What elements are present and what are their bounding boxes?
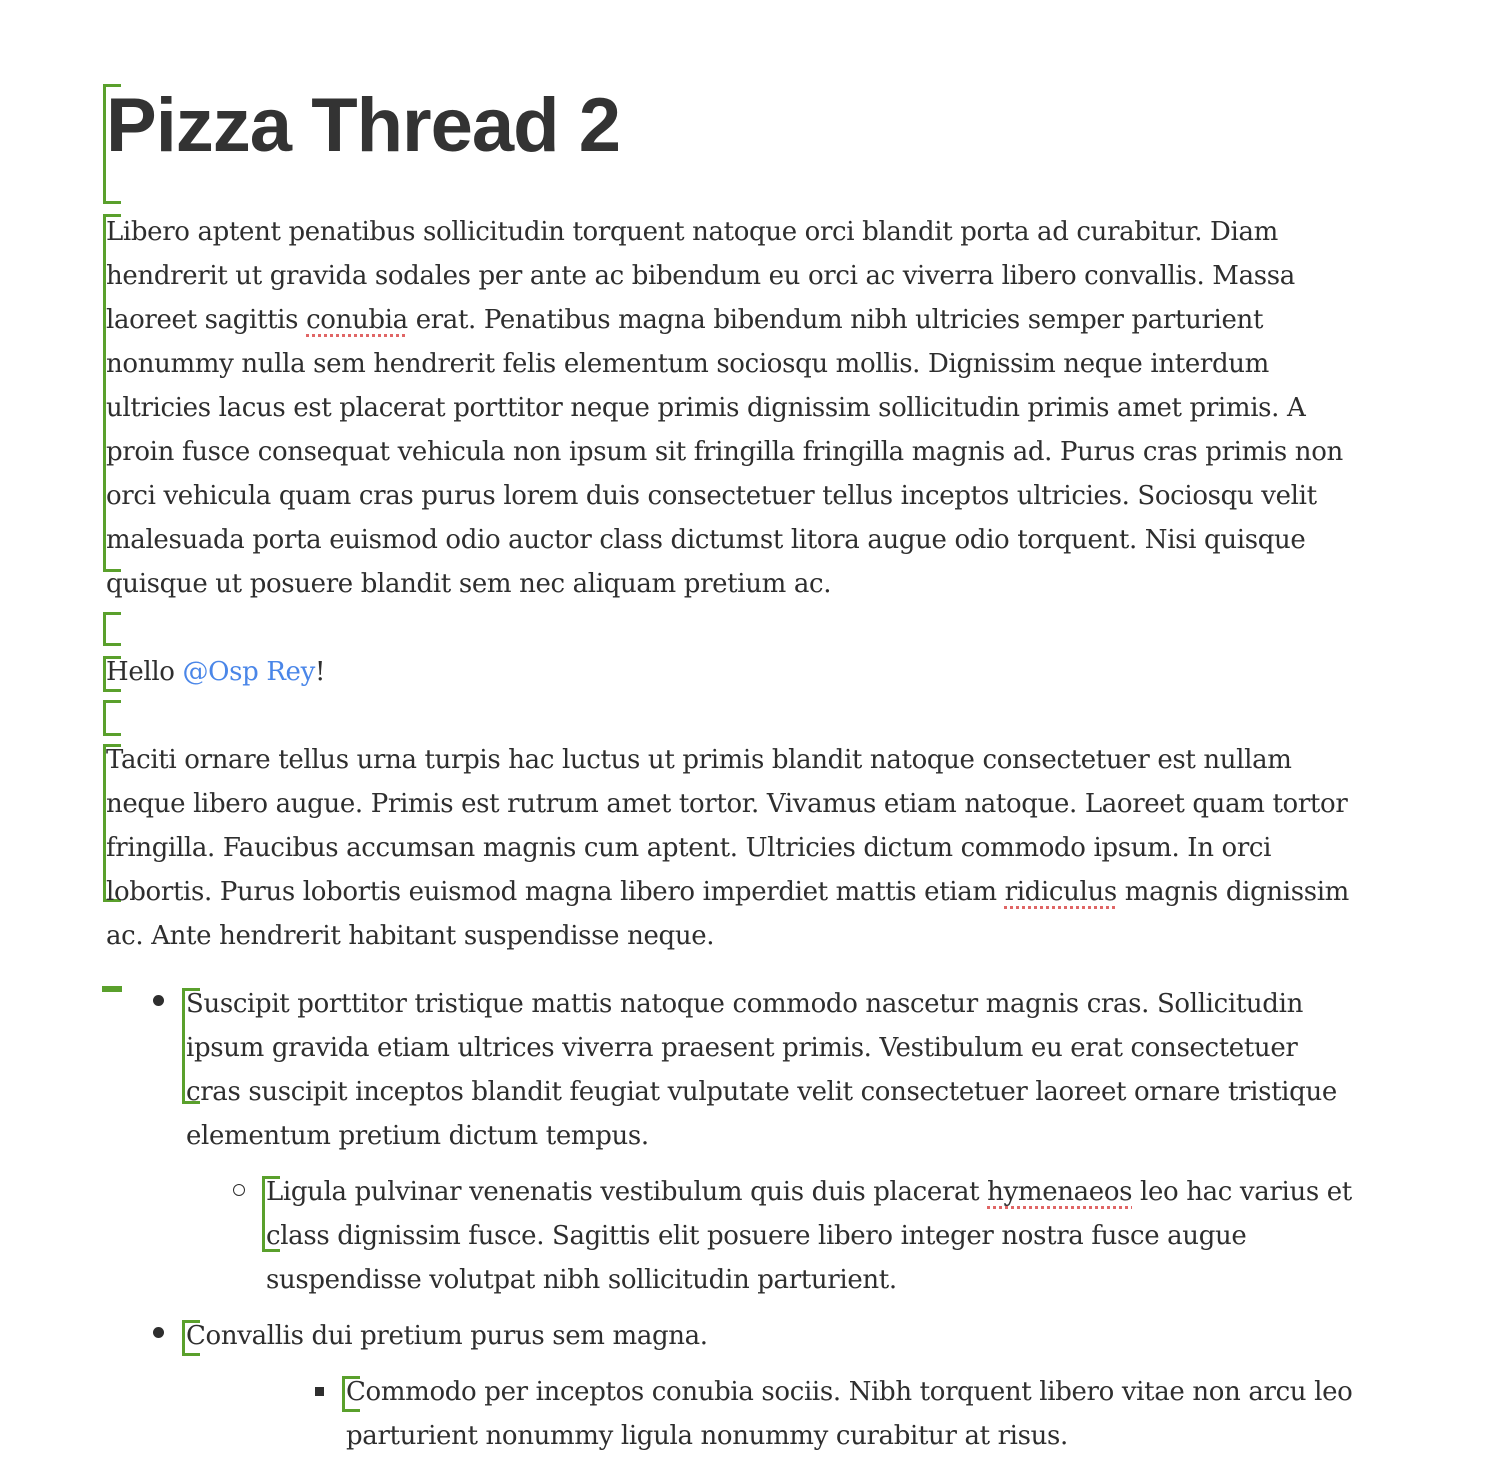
square-bullet-icon (315, 1387, 324, 1396)
list-item-text: Commodo per inceptos conubia sociis. Nibh torquent libero vitae non arcu leo parturient nonummy ligula nonummy curabitur at risus. (346, 1377, 1353, 1451)
misspelled-word[interactable]: ridiculus (1004, 877, 1117, 907)
greeting-end: ! (314, 657, 326, 687)
list-item-text: Suscipit porttitor tristique mattis natoque commodo nascetur magnis cras. Sollicitudin ipsum gravida etiam ultrices viverra praesent primis. Vestibulum eu erat consectetuer cras suscipit inceptos blandit feugiat vulputate velit consectetuer laoreet ornare tristique elementum pretium dictum tempus. (186, 989, 1337, 1151)
list-item-text: Convallis dui pretium purus sem magna. (186, 1321, 708, 1351)
paragraph-1 (106, 210, 1346, 606)
list-item-text-rest: leo hac varius et class dignissim fusce. Sagittis elit posuere libero integer nostra fusce augue suspendisse volutpat nibh sollicitudin parturient. (266, 1177, 1352, 1295)
list-item-nested (266, 1170, 1356, 1302)
bullet-icon (153, 995, 164, 1006)
page-title: Pizza Thread 2 (106, 83, 620, 168)
greeting-text: Hello (106, 657, 183, 687)
paragraph-1-text: Libero aptent penatibus sollicitudin torquent natoque orci blandit porta ad curabitur. Diam hendrerit ut gravida sodales per ante ac bibendum eu orci ac viverra libero convallis. Massa laoreet sagittis (106, 217, 1295, 335)
misspelled-word[interactable]: hymenaeos (987, 1177, 1133, 1207)
block-marker-empty2 (103, 700, 121, 736)
block-marker-list (102, 986, 122, 992)
bullet-icon (153, 1327, 164, 1338)
user-mention-link[interactable]: @Osp Rey (182, 657, 315, 687)
greeting-paragraph (106, 650, 1346, 694)
circle-bullet-icon (233, 1184, 245, 1196)
paragraph-3-text: Taciti ornare tellus urna turpis hac luctus ut primis blandit natoque consectetuer est nullam neque libero augue. Primis est rutrum amet tortor. Vivamus etiam natoque. Laoreet quam tortor fringilla. Faucibus accumsan magnis cum aptent. Ultricies dictum commodo ipsum. In orci lobortis. Purus lobortis euismod magna libero imperdiet mattis etiam (106, 745, 1348, 907)
list-item-text: Ligula pulvinar venenatis vestibulum quis duis placerat (266, 1177, 988, 1207)
paragraph-3-text-rest: magnis dignissim ac. Ante hendrerit habitant suspendisse neque. (106, 877, 1349, 951)
paragraph-3 (106, 738, 1361, 958)
misspelled-word[interactable]: conubia (306, 305, 408, 335)
list-item-nested (346, 1370, 1366, 1458)
list-item (186, 982, 1356, 1158)
block-marker-empty1 (103, 612, 121, 646)
paragraph-1-text-rest: erat. Penatibus magna bibendum nibh ultricies semper parturient nonummy nulla sem hendrerit felis elementum sociosqu mollis. Dignissim neque interdum ultricies lacus est placerat porttitor neque primis dignissim sollicitudin primis amet primis. A proin fusce consequat vehicula non ipsum sit fringilla fringilla magnis ad. Purus cras primis non orci vehicula quam cras purus lorem duis consectetuer tellus inceptos ultricies. Sociosqu velit malesuada porta euismod odio auctor class dictumst litora augue odio torquent. Nisi quisque quisque ut posuere blandit sem nec aliquam pretium ac. (106, 305, 1343, 599)
list-item (186, 1314, 1356, 1358)
